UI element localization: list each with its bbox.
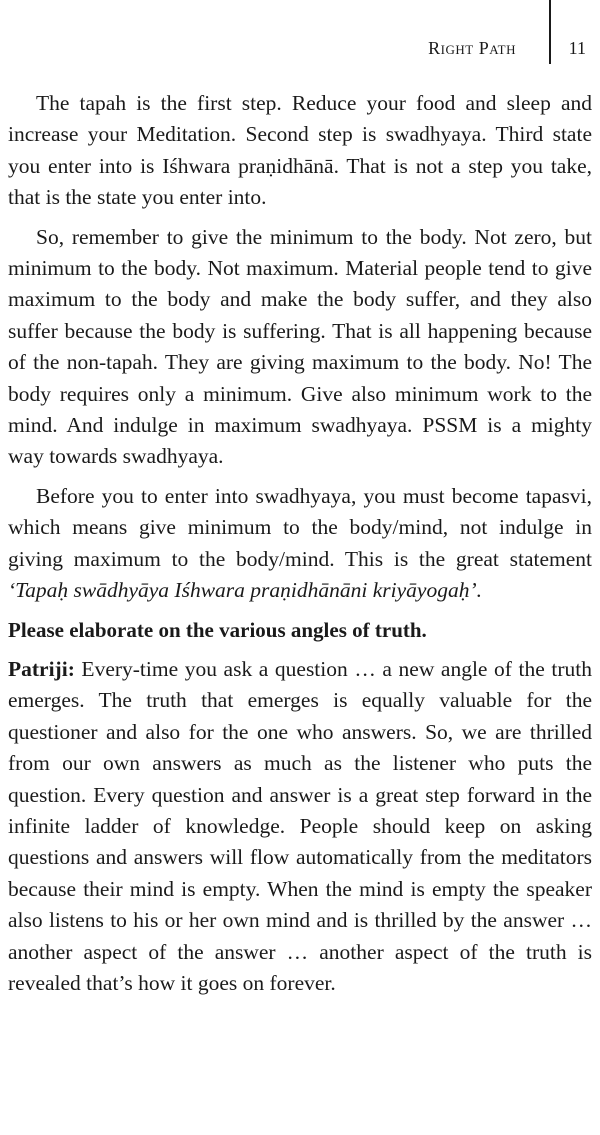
header-divider: [549, 0, 551, 64]
paragraph-tapasvi: [8, 481, 592, 607]
paragraph-tapasvi-text: Before you to enter into swadhyaya, you must become tapasvi, which means give minimum to the body/mind, not indulge in giving maximum to the body/mind. This is the great statement: [8, 483, 592, 571]
running-title: Right Path: [428, 38, 516, 58]
answer-text: Every-time you ask a question … a new angle of the truth emerges. The truth that emerges is equally valuable for the questioner and also for the one who answers. So, we are thrilled from our own answers as much as the listener who puts the question. Every question and answer is a great step forward in the infinite ladder of knowledge. People should keep on asking questions and answers will flow automatically from the meditators because their mind is empty. When the mind is empty the speaker also listens to his or her own mind and is thrilled by the answer … another aspect of the answer … another aspect of the truth is revealed that’s how it goes on forever.: [8, 656, 592, 995]
paragraph-minimum-body: So, remember to give the minimum to the body. Not zero, but minimum to the body. Not maximum. Material people tend to give maximum to the body and make the body suffer, and they also suffer because the body is suffering. That is all happening because of the non-tapah. They are giving maximum to the body. No! The body requires only a minimum. Give also minimum work to the mind. And indulge in maximum swadhyaya. PSSM is a mighty way towards swadhyaya.: [8, 224, 592, 469]
page-number: 11: [568, 38, 586, 58]
answer-speaker: Patriji:: [8, 656, 75, 681]
paragraph-tapah: The tapah is the first step. Reduce your food and sleep and increase your Meditation. Second step is swadhyaya. Third state you enter into is Iśhwara praṇidhānā. That is not a step you take, that is the state you enter into.: [8, 91, 592, 210]
question-heading: Please elaborate on the various angles of truth.: [8, 617, 427, 642]
page-header: [0, 28, 600, 68]
sutra-quote: ‘Tapaḥ swādhyāya Iśhwara praṇidhānāni kriyāyogaḥ’.: [8, 578, 482, 603]
page-body: [8, 88, 592, 1007]
answer-paragraph: [8, 654, 592, 999]
